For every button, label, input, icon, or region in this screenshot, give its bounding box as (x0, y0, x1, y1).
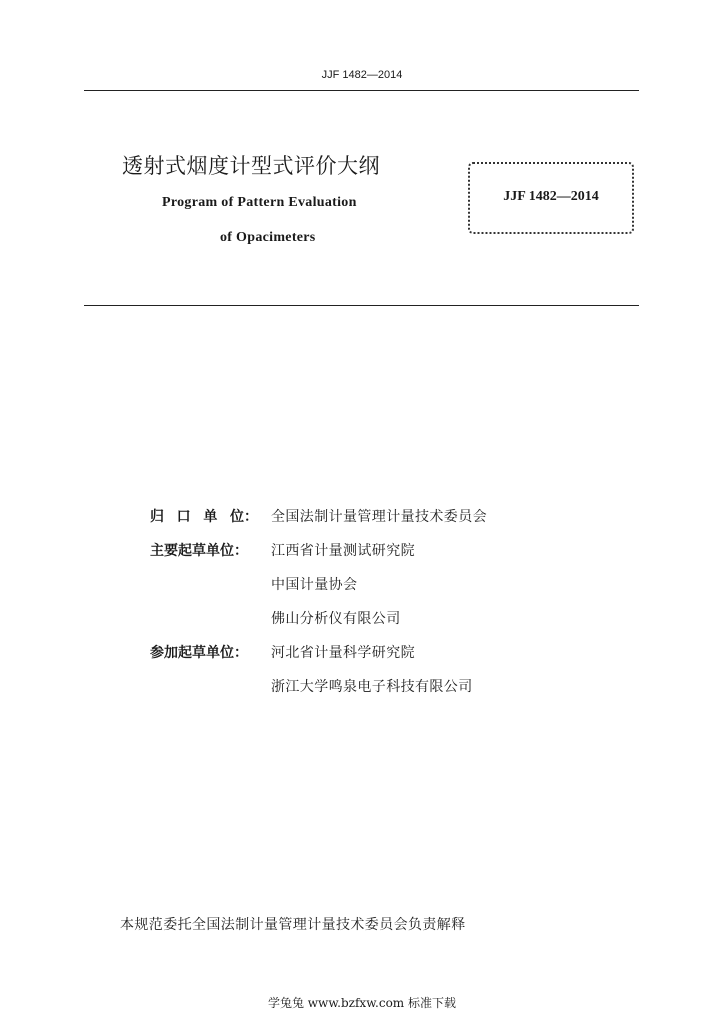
authority-label-char: 归 (150, 509, 164, 525)
main-drafting-unit: 佛山分析仪有限公司 (271, 611, 401, 627)
standard-code-box (468, 162, 634, 234)
authority-value: 全国法制计量管理计量技术委员会 (271, 509, 487, 525)
standard-code-text: JJF 1482—2014 (503, 189, 599, 204)
authority-label-char: 位： (229, 509, 258, 525)
participating-unit: 浙江大学鸣泉电子科技有限公司 (271, 679, 473, 695)
top-rule (84, 90, 639, 91)
middle-rule (84, 305, 639, 306)
main-drafting-label: 主要起草单位： (150, 543, 248, 559)
interpretation-note: 本规范委托全国法制计量管理计量技术委员会负责解释 (120, 917, 466, 933)
download-watermark: 学兔兔 www.bzfxw.com 标准下载 (267, 996, 457, 1010)
authority-label (150, 506, 258, 526)
authority-label-char: 单 (203, 509, 218, 525)
main-drafting-unit: 江西省计量测试研究院 (271, 543, 415, 559)
authority-label-char: 口 (176, 509, 191, 525)
participating-unit: 河北省计量科学研究院 (271, 645, 415, 661)
title-chinese: 透射式烟度计型式评价大纲 (122, 154, 380, 178)
running-header: JJF 1482—2014 (321, 69, 403, 81)
title-english-line2: of Opacimeters (220, 230, 316, 245)
title-english-line1: Program of Pattern Evaluation (162, 195, 357, 210)
main-drafting-unit: 中国计量协会 (271, 577, 358, 593)
participating-label: 参加起草单位： (150, 645, 248, 661)
